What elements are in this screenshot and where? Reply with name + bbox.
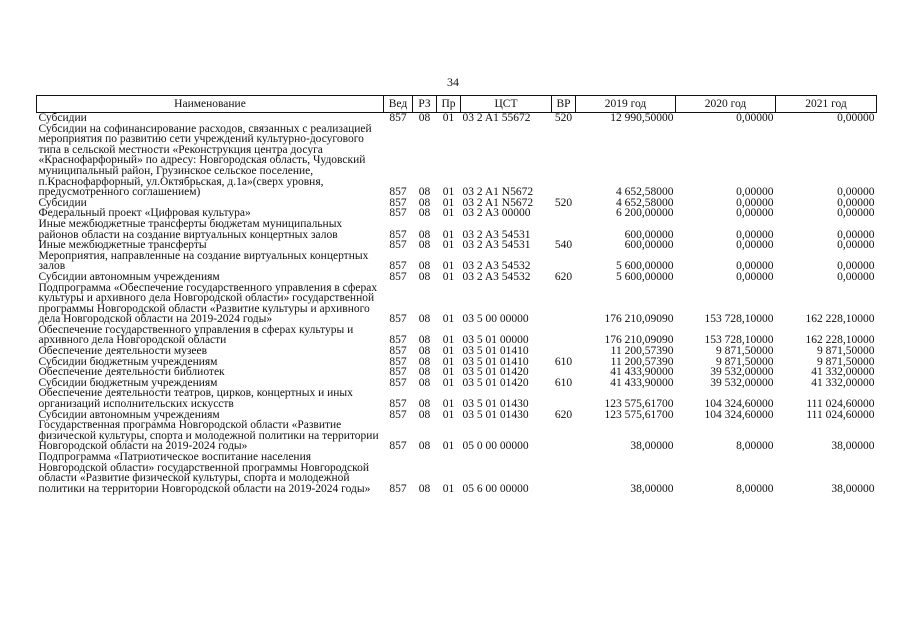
cell-ved: 857: [389, 376, 407, 389]
cell-2019: 11 200,57390: [610, 345, 674, 358]
cell-2019: 11 200,57390: [610, 355, 674, 368]
cell-2020: 0,00000: [736, 186, 774, 199]
cell-cst: 03 2 A3 54532: [462, 270, 531, 283]
cell-2021: 41 332,00000: [811, 366, 875, 379]
cell-name: Обеспечение деятельности библиотек: [38, 366, 225, 379]
header-cst: ЦСТ: [461, 96, 552, 113]
cell-name: Мероприятия, направленные на создание виртуальных концертных залов: [38, 249, 369, 273]
cell-2021: 162 228,10000: [805, 313, 875, 326]
cell-vr: [552, 452, 576, 494]
header-name: Наименование: [37, 96, 384, 113]
table-row: [37, 219, 877, 240]
cell-2020: 0,00000: [736, 196, 774, 209]
cell-2020: 9 871,50000: [716, 345, 774, 358]
cell-2019: 176 210,09090: [604, 313, 674, 326]
cell-cst: 03 2 A1 N5672: [462, 196, 534, 209]
cell-vr: [552, 420, 576, 452]
cell-pr: 01: [442, 228, 455, 241]
cell-rz: 08: [418, 239, 431, 252]
cell-vr: 520: [554, 112, 573, 124]
cell-name: Государственная программа Новгородской области «Развитие физической культуры, спорта и молодежной политики на территории Новгородской области на 2019-2024 годы»: [38, 419, 379, 453]
cell-2020: 0,00000: [736, 207, 774, 220]
cell-2019: 176 210,09090: [604, 334, 674, 347]
cell-ved: 857: [389, 270, 407, 283]
cell-vr: [552, 251, 576, 272]
cell-2020: 0,00000: [736, 260, 774, 273]
cell-pr: 01: [442, 186, 455, 199]
cell-rz: 08: [418, 355, 431, 368]
cell-2021: 41 332,00000: [811, 376, 875, 389]
cell-pr: 01: [442, 355, 455, 368]
cell-cst: 03 5 01 00000: [462, 334, 529, 347]
cell-ved: 857: [389, 207, 407, 220]
table-row: [37, 420, 877, 452]
cell-name: Субсидии бюджетным учреждениям: [38, 355, 218, 368]
cell-name: Субсидии на софинансирование расходов, связанных с реализацией мероприятия по развитию сети учреждений культурно-досугового типа в сельской местности «Реконструкция центра досуга «Краснофарфорный» по адресу: Новгородская область, Чудовский муниципальный район, Грузинское сельское поселение, п.Краснофарфорный, ул.Октябрьская, д.1а»(сверх уровня, предусмотренного соглашением): [38, 122, 372, 199]
cell-pr: 01: [442, 260, 455, 273]
header-pr: Пр: [437, 96, 461, 113]
cell-2020: 153 728,10000: [704, 334, 774, 347]
cell-rz: 08: [418, 345, 431, 358]
cell-rz: 08: [418, 408, 431, 421]
cell-vr: 540: [554, 239, 573, 252]
cell-name: Подпрограмма «Обеспечение государственного управления в сферах культуры и архивного дела Новгородской области» государственной программы Новгородской области «Развитие культуры и архивного дела Новгородской области на 2019-2024 годы»: [38, 281, 378, 326]
cell-pr: 01: [442, 482, 455, 495]
cell-vr: [552, 124, 576, 198]
cell-cst: 03 2 A1 55672: [462, 112, 531, 124]
cell-2020: 104 324,60000: [704, 408, 774, 421]
cell-2019: 4 652,58000: [616, 196, 674, 209]
header-2020: 2020 год: [676, 96, 776, 113]
cell-pr: 01: [442, 239, 455, 252]
cell-name: Подпрограмма «Патриотическое воспитание населения Новгородской области» государственной программы Новгородской области «Развитие физической культуры, спорта и молодежной политики на территории Новгородской области на 2019-2024 годы»: [38, 451, 371, 495]
header-rz: РЗ: [413, 96, 437, 113]
cell-name: Субсидии автономным учреждениям: [38, 408, 220, 421]
cell-2019: 12 990,50000: [610, 112, 674, 124]
cell-pr: 01: [442, 366, 455, 379]
cell-ved: 857: [389, 366, 407, 379]
cell-vr: 610: [554, 355, 573, 368]
cell-2021: 0,00000: [837, 207, 875, 220]
cell-vr: [552, 219, 576, 240]
cell-2020: 0,00000: [736, 228, 774, 241]
cell-2020: 0,00000: [736, 239, 774, 252]
cell-rz: 08: [418, 482, 431, 495]
cell-name: Иные межбюджетные трансферты бюджетам муниципальных районов области на создание виртуальных концертных залов: [38, 217, 343, 241]
header-vr: ВР: [552, 96, 576, 113]
cell-2019: 5 600,00000: [616, 260, 674, 273]
cell-ved: 857: [389, 482, 407, 495]
cell-2021: 0,00000: [837, 112, 875, 124]
cell-ved: 857: [389, 345, 407, 358]
cell-ved: 857: [389, 260, 407, 273]
cell-vr: 520: [554, 196, 573, 209]
cell-2020: 0,00000: [736, 270, 774, 283]
cell-2020: 39 532,00000: [710, 376, 774, 389]
cell-ved: 857: [389, 112, 407, 124]
table-row: [37, 124, 877, 198]
cell-2021: 9 871,50000: [817, 345, 875, 358]
cell-rz: 08: [418, 186, 431, 199]
cell-2019: 38,00000: [630, 440, 674, 453]
table-row: [37, 113, 877, 124]
cell-vr: [552, 388, 576, 409]
cell-2019: 123 575,61700: [604, 408, 674, 421]
cell-cst: 03 5 01 01410: [462, 345, 529, 358]
cell-rz: 08: [418, 260, 431, 273]
cell-pr: 01: [442, 270, 455, 283]
cell-2019: 38,00000: [630, 482, 674, 495]
cell-rz: 08: [418, 270, 431, 283]
cell-2021: 162 228,10000: [805, 334, 875, 347]
cell-cst: 03 5 01 01430: [462, 398, 529, 411]
cell-ved: 857: [389, 228, 407, 241]
cell-2021: 0,00000: [837, 196, 875, 209]
cell-name: Обеспечение государственного управления в сферах культуры и архивного дела Новгородской области: [38, 323, 354, 347]
cell-name: Иные межбюджетные трансферты: [38, 239, 207, 252]
cell-cst: 03 2 A3 54531: [462, 239, 531, 252]
cell-cst: 03 5 01 01430: [462, 408, 529, 421]
cell-cst: 05 6 00 00000: [462, 482, 529, 495]
cell-rz: 08: [418, 376, 431, 389]
cell-ved: 857: [389, 334, 407, 347]
table-row: [37, 388, 877, 409]
cell-cst: 03 2 A1 N5672: [462, 186, 534, 199]
cell-vr: [552, 283, 576, 325]
cell-rz: 08: [418, 334, 431, 347]
cell-ved: 857: [389, 398, 407, 411]
cell-name: Обеспечение деятельности театров, цирков, концертных и иных организаций исполнительских искусств: [38, 387, 353, 411]
cell-rz: 08: [418, 112, 431, 124]
cell-rz: 08: [418, 440, 431, 453]
cell-pr: 01: [442, 313, 455, 326]
cell-2021: 0,00000: [837, 260, 875, 273]
table-row: [37, 325, 877, 346]
table-row: [37, 272, 877, 283]
cell-rz: 08: [418, 313, 431, 326]
cell-rz: 08: [418, 366, 431, 379]
cell-name: Субсидии автономным учреждениям: [38, 270, 220, 283]
cell-2021: 0,00000: [837, 186, 875, 199]
cell-name: Федеральный проект «Цифровая культура»: [38, 207, 251, 220]
cell-ved: 857: [389, 186, 407, 199]
cell-ved: 857: [389, 196, 407, 209]
cell-name: Субсидии: [38, 112, 87, 124]
header-2019: 2019 год: [576, 96, 676, 113]
cell-name: Обеспечение деятельности музеев: [38, 345, 208, 358]
cell-rz: 08: [418, 398, 431, 411]
cell-vr: 620: [554, 270, 573, 283]
cell-pr: 01: [442, 196, 455, 209]
cell-ved: 857: [389, 239, 407, 252]
cell-2019: 5 600,00000: [616, 270, 674, 283]
cell-2020: 104 324,60000: [704, 398, 774, 411]
table-row: [37, 283, 877, 325]
cell-2019: 600,00000: [624, 228, 674, 241]
cell-pr: 01: [442, 376, 455, 389]
cell-2019: 6 200,00000: [616, 207, 674, 220]
cell-cst: 03 5 01 01420: [462, 376, 529, 389]
cell-pr: 01: [442, 398, 455, 411]
header-ved: Вед: [384, 96, 413, 113]
cell-pr: 01: [442, 207, 455, 220]
cell-pr: 01: [442, 112, 455, 124]
cell-vr: 610: [554, 376, 573, 389]
cell-rz: 08: [418, 207, 431, 220]
cell-2019: 123 575,61700: [604, 398, 674, 411]
cell-ved: 857: [389, 408, 407, 421]
cell-pr: 01: [442, 334, 455, 347]
cell-cst: 03 5 00 00000: [462, 313, 529, 326]
header-2021: 2021 год: [776, 96, 877, 113]
cell-ved: 857: [389, 440, 407, 453]
cell-2020: 9 871,50000: [716, 355, 774, 368]
cell-name: Субсидии бюджетным учреждениям: [38, 376, 218, 389]
page-number: 34: [447, 75, 459, 89]
cell-2021: 0,00000: [837, 270, 875, 283]
cell-name: Субсидии: [38, 196, 87, 209]
cell-2021: 111 024,60000: [806, 408, 875, 421]
cell-ved: 857: [389, 355, 407, 368]
cell-pr: 01: [442, 345, 455, 358]
cell-vr: [552, 208, 576, 219]
cell-ved: 857: [389, 313, 407, 326]
cell-2021: 38,00000: [831, 440, 875, 453]
table-header-row: [37, 96, 877, 113]
cell-vr: [552, 325, 576, 346]
cell-2019: 41 433,90000: [610, 366, 674, 379]
cell-cst: 03 5 01 01410: [462, 355, 529, 368]
table-row: [37, 251, 877, 272]
cell-2021: 0,00000: [837, 239, 875, 252]
cell-2020: 0,00000: [736, 112, 774, 124]
cell-vr: 620: [554, 408, 573, 421]
cell-cst: 03 2 A3 00000: [462, 207, 531, 220]
cell-2021: 111 024,60000: [806, 398, 875, 411]
cell-2020: 39 532,00000: [710, 366, 774, 379]
cell-cst: 03 2 A3 54532: [462, 260, 531, 273]
cell-pr: 01: [442, 440, 455, 453]
cell-2021: 9 871,50000: [817, 355, 875, 368]
table-row: [37, 452, 877, 494]
cell-rz: 08: [418, 196, 431, 209]
cell-cst: 05 0 00 00000: [462, 440, 529, 453]
cell-2021: 38,00000: [831, 482, 875, 495]
cell-rz: 08: [418, 228, 431, 241]
cell-cst: 03 2 A3 54531: [462, 228, 531, 241]
cell-2019: 600,00000: [624, 239, 674, 252]
cell-cst: 03 5 01 01420: [462, 366, 529, 379]
cell-2021: 0,00000: [837, 228, 875, 241]
cell-2019: 41 433,90000: [610, 376, 674, 389]
cell-2020: 153 728,10000: [704, 313, 774, 326]
cell-2020: 8,00000: [736, 440, 774, 453]
budget-table: [36, 95, 877, 494]
cell-pr: 01: [442, 408, 455, 421]
cell-2020: 8,00000: [736, 482, 774, 495]
cell-2019: 4 652,58000: [616, 186, 674, 199]
